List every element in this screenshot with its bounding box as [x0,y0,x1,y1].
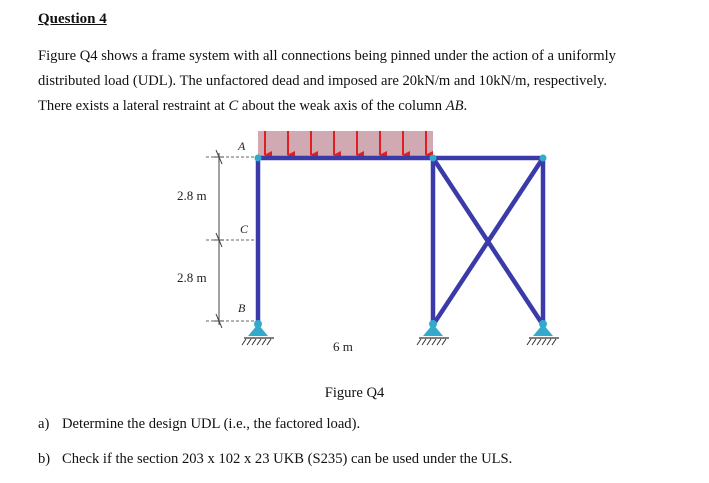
pin-support-b [242,320,274,345]
paragraph-line-1: Figure Q4 shows a frame system with all connections being pinned under the action of a uniformly [38,48,616,64]
task-a-label: a) [38,416,50,432]
frame-members [258,158,543,325]
node-label-c: C [240,222,249,236]
task-b-label: b) [38,451,51,467]
dimension-vertical [214,150,224,328]
paragraph-line-2: distributed load (UDL). The unfactored dead and imposed are 20kN/m and 10kN/m, respectively. [38,73,607,89]
question-heading: Question 4 [38,11,107,27]
dimension-upper-label: 2.8 m [177,188,207,203]
joint-top-middle [430,155,437,162]
line3-mid: about the weak axis of the column [238,98,446,114]
line3-column-ab: AB [445,98,464,114]
pin-support-middle [417,320,449,345]
joint-a [255,155,262,162]
line3-pre: There exists a lateral restraint at [38,98,229,114]
udl-band [258,131,433,156]
line3-point-c: C [228,98,239,114]
pin-support-right [527,320,559,345]
joint-top-right [540,155,547,162]
figure-caption: Figure Q4 [324,385,385,401]
dimension-lower-label: 2.8 m [177,270,207,285]
line3-end: . [463,98,468,114]
task-a-text: Determine the design UDL (i.e., the factored load). [62,416,361,432]
task-b-text: Check if the section 203 x 102 x 23 UKB (S235) can be used under the ULS. [62,451,513,467]
task-b [38,451,512,468]
span-label: 6 m [333,339,353,354]
node-label-b: B [238,301,246,315]
node-label-a: A [238,139,246,153]
task-a [38,416,360,433]
extension-lines [206,157,254,321]
